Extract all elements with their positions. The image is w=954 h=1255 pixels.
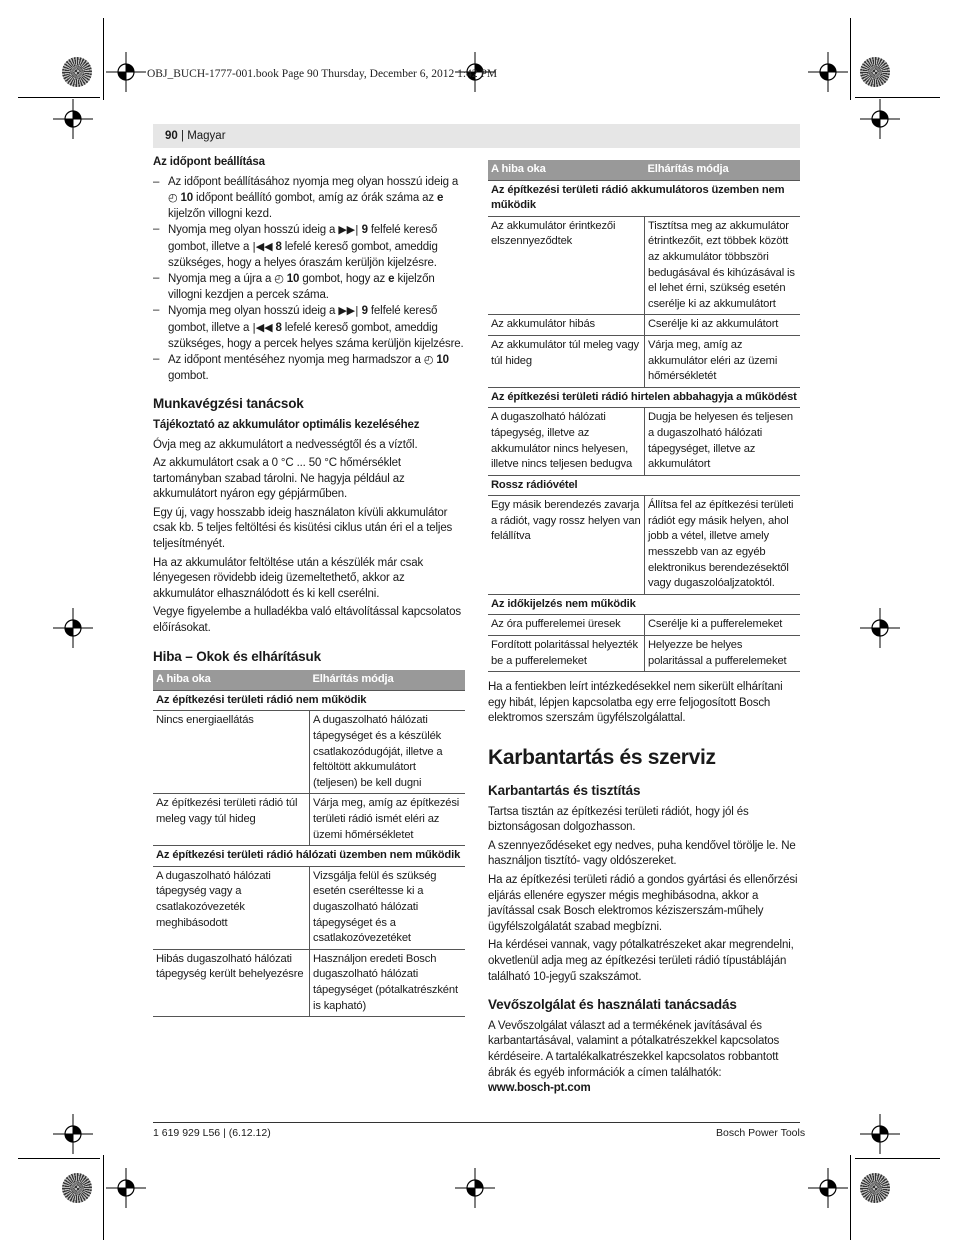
table-group-row	[488, 180, 800, 216]
step-text: Az időpont mentéséhez nyomja meg harmadszor a	[168, 354, 424, 367]
group-label: Az építkezési területi rádió akkumulátoros üzemben nem működik	[488, 180, 800, 216]
crop-mark	[850, 1155, 851, 1240]
footer-doc-id: 1 619 929 L56 | (6.12.12)	[153, 1127, 271, 1139]
step-text: kijelzőn villogni kezdjen a percek száma.	[168, 273, 435, 301]
fix-cell: Helyezze be helyes polaritással a pufferelemeket	[645, 636, 801, 672]
cause-cell: Egy másik berendezés zavarja a rádiót, vagy rossz helyen van felállítva	[488, 496, 645, 595]
service-heading: Vevőszolgálat és használati tanácsadás	[488, 997, 737, 1013]
table-row	[153, 794, 465, 846]
registration-mark-icon	[53, 1114, 93, 1154]
group-label: Az építkezési területi rádió hálózati üzemben nem működik	[153, 846, 465, 867]
button-number: 8	[272, 321, 282, 334]
step-text: Az időpont beállításához nyomja meg olyan hosszú ideig a	[168, 175, 459, 188]
color-rosette-icon	[62, 1173, 92, 1203]
cause-cell: Az akkumulátor túl meleg vagy túl hideg	[488, 335, 645, 387]
error-table-left	[153, 670, 465, 1017]
registration-mark-icon	[53, 608, 93, 648]
group-label: Rossz rádióvétel	[488, 475, 800, 496]
fix-cell: Dugja be helyesen és teljesen a dugaszolható hálózati tápegységet, illetve az akkumulátort	[645, 408, 801, 475]
button-number: 9	[358, 224, 368, 237]
step-text: lefelé kereső gombot, ameddig szükséges, hogy a percek helyes száma kerüljön kijelzésre.	[168, 321, 464, 350]
time-step	[153, 271, 465, 303]
registration-mark-icon	[860, 1114, 900, 1154]
cause-cell: Az építkezési területi rádió túl meleg vagy túl hideg	[153, 794, 310, 846]
time-step	[153, 303, 465, 352]
work-heading: Munkavégzési tanácsok	[153, 396, 304, 412]
cause-cell: Fordított polaritással helyezték be a pufferelemeket	[488, 636, 645, 672]
registration-mark-icon	[106, 52, 146, 92]
crop-mark	[855, 1158, 940, 1159]
main-heading: Karbantartás és szerviz	[488, 746, 716, 769]
cause-cell: A dugaszolható hálózati tápegység vagy a csatlakozóvezeték meghibásodott	[153, 866, 310, 949]
table-header-cause: A hiba oka	[153, 670, 310, 690]
service-link[interactable]: www.bosch-pt.com	[488, 1082, 591, 1095]
color-rosette-icon	[860, 57, 890, 87]
table-group-row	[488, 475, 800, 496]
fix-cell: Cserélje ki az akkumulátort	[645, 315, 801, 336]
table-group-row	[153, 690, 465, 711]
button-number: 10	[177, 192, 193, 205]
maintenance-paragraphs	[488, 805, 800, 986]
error-table-right	[488, 160, 800, 672]
time-heading: Az időpont beállítása	[153, 156, 265, 168]
step-text: felfelé kereső gombot, illetve a	[168, 305, 438, 334]
clock-icon: ◴	[168, 191, 178, 205]
header-language: Magyar	[187, 130, 226, 142]
step-text: Nyomja meg olyan hosszú ideig a	[168, 305, 339, 318]
maintenance-paragraph: Ha kérdései vannak, vagy pótalkatrészeket akar megrendelni, okvetlenül adja meg az építkezési területi rádió típustábláján található 10-jegyű szakszámot.	[488, 939, 794, 983]
print-slug: OBJ_BUCH-1777-001.book Page 90 Thursday, December 6, 2012 1:42 PM	[147, 68, 498, 80]
step-text: kijelzőn villogni kezd.	[168, 207, 272, 220]
step-text: felfelé kereső gombot, illetve a	[168, 224, 438, 253]
battery-paragraph: Óvja meg az akkumulátort a nedvességtől és a víztől.	[153, 438, 418, 451]
table-header-fix: Elhárítás módja	[310, 670, 466, 690]
step-text: időpont beállító gombot, amíg az órák száma az	[193, 192, 438, 205]
button-number: 10	[283, 273, 300, 286]
clock-icon: ◴	[423, 353, 434, 367]
maintenance-paragraph: Ha az építkezési területi rádió a gondos gyártási és ellenőrzési eljárás ellenére egyszer mégis meghibásodna, akkor a javítással csak Bosch elektromos kéziszerszám-műhely ügyfélszolgálatát szabad megbízni.	[488, 873, 798, 933]
fix-cell: A dugaszolható hálózati tápegységet és a készülék csatlakozódugóját, illetve a feltöltött akkumulátort (teljesen) be kell dugni	[310, 711, 466, 794]
registration-mark-icon	[53, 99, 93, 139]
table-row	[488, 216, 800, 315]
button-number: 10	[433, 354, 449, 367]
left-column	[153, 155, 465, 1025]
button-number: 8	[272, 240, 282, 253]
battery-heading: Tájékoztató az akkumulátor optimális kezeléséhez	[153, 418, 420, 431]
maintenance-heading: Karbantartás és tisztítás	[488, 783, 641, 798]
registration-mark-icon	[860, 99, 900, 139]
battery-paragraph: Egy új, vagy hosszabb ideig használaton kívüli akkumulátor csak kb. 5 teljes feltöltési és kisütési ciklus után éri el a teljes teljesítményét.	[153, 506, 453, 551]
footer-brand: Bosch Power Tools	[716, 1127, 806, 1139]
crop-mark	[103, 18, 104, 100]
table-group-row	[488, 387, 800, 408]
battery-paragraphs	[153, 438, 465, 637]
after-table-note: Ha a fentiekben leírt intézkedésekkel nem sikerült elhárítani egy hibát, lépjen kapcsolatba egy erre feljogosított Bosch elektromos szerszám ügyfélszolgálattal.	[488, 681, 783, 725]
page-header	[165, 130, 226, 142]
step-text: gombot.	[168, 369, 209, 382]
battery-paragraph: Az akkumulátort csak a 0 °C ... 50 °C hőmérséklet tartományban szabad tárolni. Ne hagyja például az akkumulátort nyáron egy gépjárműben.	[153, 457, 405, 501]
group-label: Az építkezési területi rádió hirtelen abbahagyja a működést	[488, 387, 800, 408]
footer-rule	[153, 1122, 800, 1123]
crop-mark	[18, 1158, 100, 1159]
fix-cell: Várja meg, amíg az akkumulátor eléri az üzemi hőmérsékletét	[645, 335, 801, 387]
clock-icon: ◴	[274, 272, 284, 286]
time-step	[153, 352, 465, 384]
table-row	[488, 636, 800, 672]
table-row	[488, 615, 800, 636]
fix-cell: Állítsa fel az építkezési területi rádiót egy másik helyen, ahol jobb a vétel, illetve amely messzebb van az egyéb elektronikus berendezésektől vagy dugaszolóaljzatoktól.	[645, 496, 801, 595]
time-step	[153, 175, 465, 223]
right-column	[488, 160, 800, 1097]
crop-mark	[103, 1155, 104, 1240]
table-row	[488, 315, 800, 336]
time-step	[153, 222, 465, 271]
table-group-row	[488, 594, 800, 615]
table-row	[153, 949, 465, 1016]
table-header-cause: A hiba oka	[488, 160, 645, 180]
fix-cell: Cserélje ki a pufferelemeket	[645, 615, 801, 636]
display-symbol: e	[437, 192, 444, 205]
registration-mark-icon	[106, 1168, 146, 1208]
battery-paragraph: Vegye figyelembe a hulladékba való eltávolítással kapcsolatos előírásokat.	[153, 606, 461, 635]
table-row	[153, 866, 465, 949]
cause-cell: Hibás dugaszolható hálózati tápegység került behelyezésre	[153, 949, 310, 1016]
service-paragraph: A Vevőszolgálat választ ad a termékének javításával és karbantartásával, valamint a pótalkatrészekkel kapcsolatos kérdéseire. A tartalékalkatrészekkel kapcsolatos robbantott ábrák és egyéb információk a címen találhatók:	[488, 1019, 780, 1079]
page-number: 90	[165, 130, 178, 142]
cause-cell: Az óra pufferelemei üresek	[488, 615, 645, 636]
skip-forward-icon: ▶▶|	[338, 223, 359, 237]
table-group-row	[153, 846, 465, 867]
table-header-fix: Elhárítás módja	[645, 160, 801, 180]
cause-cell: Az akkumulátor érintkezői elszennyeződtek	[488, 216, 645, 315]
header-bar	[153, 124, 800, 148]
color-rosette-icon	[860, 1173, 890, 1203]
cause-cell: Az akkumulátor hibás	[488, 315, 645, 336]
time-steps-list	[153, 175, 465, 385]
group-label: Az építkezési területi rádió nem működik	[153, 690, 465, 711]
registration-mark-icon	[860, 608, 900, 648]
crop-mark	[855, 97, 940, 98]
battery-paragraph: Ha az akkumulátor feltöltése után a készülék már csak lényegesen rövidebb ideig üzemeltethető, akkor az akkumulátor elhasználódott és ki kell cserélni.	[153, 556, 424, 600]
table-row	[153, 711, 465, 794]
fix-cell: Tisztítsa meg az akkumulátor étrintkezőit, ezt többek között az akkumulátor többszöri bedugásával és kihúzásával is el lehet érni, szükség esetén cserélje ki az akkumulátort	[645, 216, 801, 315]
maintenance-paragraph: A szennyeződéseket egy nedves, puha kendővel törölje le. Ne használjon tisztító- vagy oldószereket.	[488, 839, 796, 868]
errors-heading: Hiba – Okok és elhárításuk	[153, 648, 321, 664]
step-text: gombot, hogy az	[299, 273, 389, 286]
registration-mark-icon	[808, 52, 848, 92]
fix-cell: Várja meg, amíg az építkezési területi rádió ismét eléri az üzemi hőmérsékletet	[310, 794, 466, 846]
cause-cell: A dugaszolható hálózati tápegység, illetve az akkumulátor nincs helyesen, illetve nincs teljesen bedugva	[488, 408, 645, 475]
group-label: Az időkijelzés nem működik	[488, 594, 800, 615]
table-row	[488, 335, 800, 387]
registration-mark-icon	[455, 1168, 495, 1208]
step-text: lefelé kereső gombot, ameddig szükséges, hogy a helyes óraszám kerüljön kijelzésre.	[168, 240, 438, 269]
skip-back-icon: |◀◀	[252, 239, 273, 253]
crop-mark	[18, 97, 100, 98]
skip-forward-icon: ▶▶|	[338, 304, 359, 318]
skip-back-icon: |◀◀	[252, 320, 273, 334]
crop-mark	[850, 18, 851, 100]
button-number: 9	[358, 305, 368, 318]
cause-cell: Nincs energiaellátás	[153, 711, 310, 794]
table-row	[488, 408, 800, 475]
header-separator: |	[177, 130, 188, 142]
color-rosette-icon	[62, 57, 92, 87]
fix-cell: Használjon eredeti Bosch dugaszolható hálózati tápegységet (pótalkatrészként is kapható)	[310, 949, 466, 1016]
maintenance-paragraph: Tartsa tisztán az építkezési területi rádiót, hogy jól és biztonságosan dolgozhasson.	[488, 805, 749, 834]
fix-cell: Vizsgálja felül és szükség esetén cseréltesse ki a dugaszolható hálózati tápegységet és a csatlakozóvezetéket	[310, 866, 466, 949]
step-text: Nyomja meg a újra a	[168, 273, 275, 286]
display-symbol: e	[388, 273, 395, 286]
registration-mark-icon	[808, 1168, 848, 1208]
step-text: Nyomja meg olyan hosszú ideig a	[168, 224, 339, 237]
table-row	[488, 496, 800, 595]
